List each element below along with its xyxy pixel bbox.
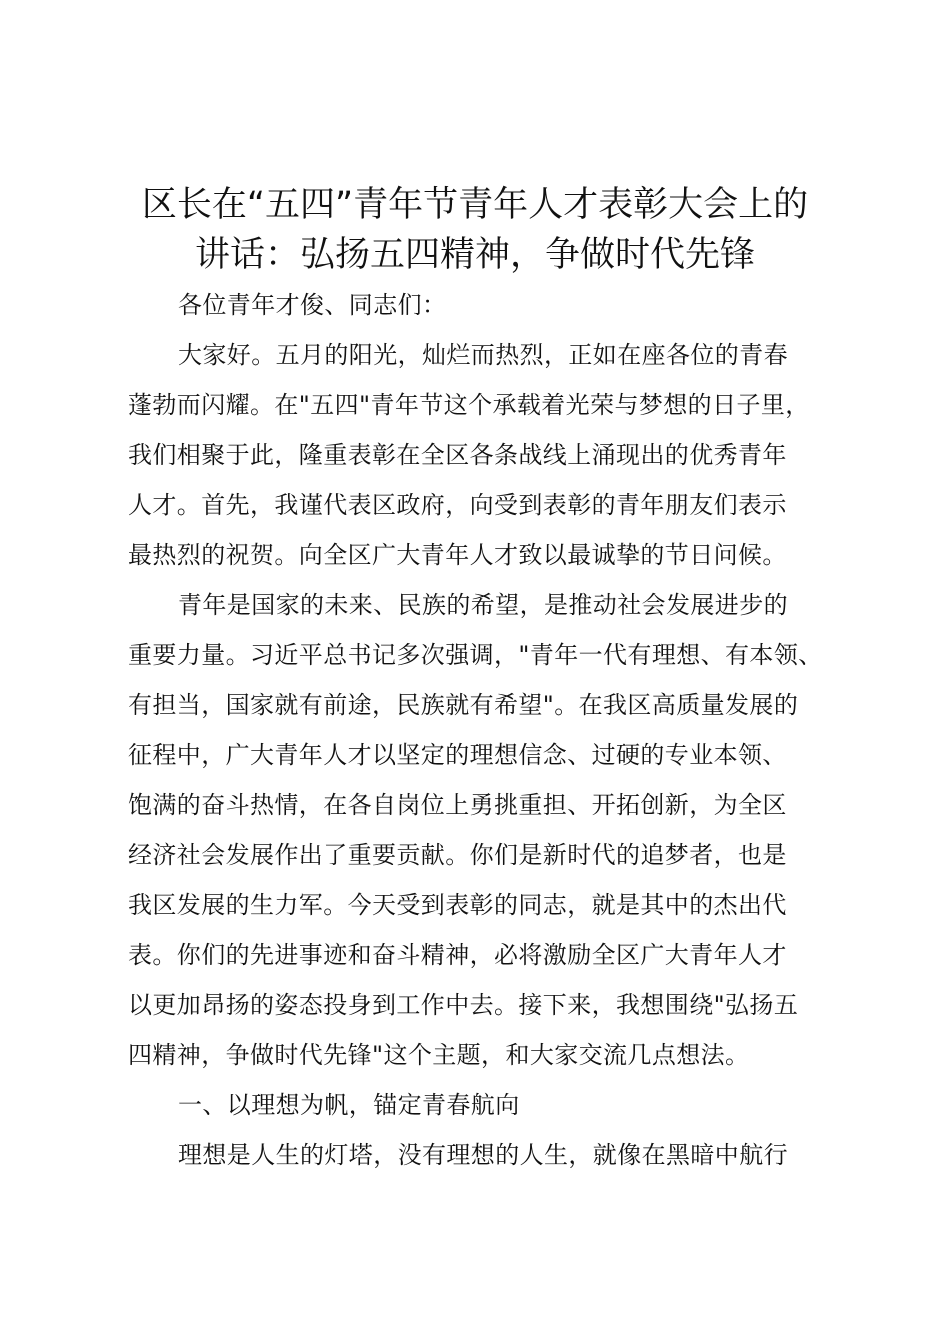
paragraph-line: 我区发展的生力军。今天受到表彰的同志，就是其中的杰出代 xyxy=(128,891,787,919)
paragraph-line: 经济社会发展作出了重要贡献。你们是新时代的追梦者，也是 xyxy=(128,841,787,869)
paragraph-line: 表。你们的先进事迹和奋斗精神，必将激励全区广大青年人才 xyxy=(128,941,787,969)
document-title xyxy=(100,180,850,280)
paragraph-line: 人才。首先，我谨代表区政府，向受到表彰的青年朋友们表示 xyxy=(128,491,787,519)
title-line-1: 区长在“五四”青年节青年人才表彰大会上的 xyxy=(141,185,809,225)
paragraph-line: 饱满的奋斗热情，在各自岗位上勇挑重担、开拓创新，为全区 xyxy=(128,791,787,819)
paragraph-line: 最热烈的祝贺。向全区广大青年人才致以最诚挚的节日问候。 xyxy=(128,541,787,569)
paragraph-2 xyxy=(128,580,832,1080)
document-body xyxy=(128,280,832,1180)
paragraph-line: 大家好。五月的阳光，灿烂而热烈，正如在座各位的青春 xyxy=(178,341,788,369)
paragraph-line: 重要力量。习近平总书记多次强调，"青年一代有理想、有本领、 xyxy=(128,641,823,669)
paragraph-line: 理想是人生的灯塔，没有理想的人生，就像在黑暗中航行 xyxy=(178,1141,788,1169)
paragraph-line: 四精神，争做时代先锋"这个主题，和大家交流几点想法。 xyxy=(128,1041,750,1069)
salutation: 各位青年才俊、同志们： xyxy=(178,291,447,319)
paragraph-line: 蓬勃而闪耀。在"五四"青年节这个承载着光荣与梦想的日子里， xyxy=(128,391,810,419)
paragraph-line: 有担当，国家就有前途，民族就有希望"。在我区高质量发展的 xyxy=(128,691,799,719)
paragraph-line: 青年是国家的未来、民族的希望，是推动社会发展进步的 xyxy=(178,591,788,619)
title-line-2: 讲话：弘扬五四精神，争做时代先锋 xyxy=(194,235,755,275)
section-heading: 一、以理想为帆，锚定青春航向 xyxy=(178,1091,520,1119)
paragraph-3 xyxy=(128,1130,832,1180)
paragraph-line: 征程中，广大青年人才以坚定的理想信念、过硬的专业本领、 xyxy=(128,741,787,769)
paragraph-line: 我们相聚于此，隆重表彰在全区各条战线上涌现出的优秀青年 xyxy=(128,441,787,469)
paragraph-1 xyxy=(128,330,832,580)
paragraph-line: 以更加昂扬的姿态投身到工作中去。接下来，我想围绕"弘扬五 xyxy=(128,991,799,1019)
